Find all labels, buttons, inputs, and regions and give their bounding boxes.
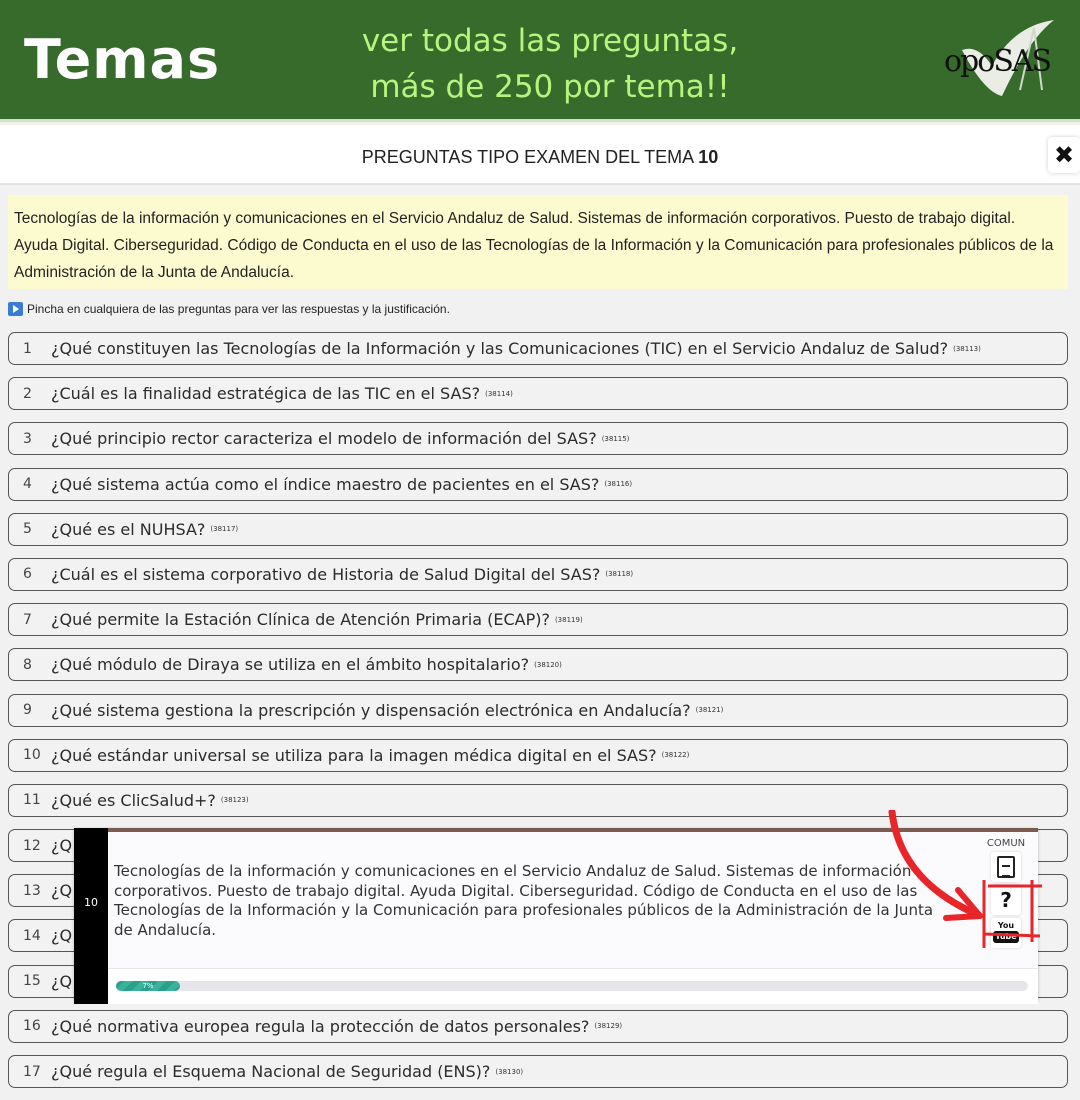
- question-id: (38123): [220, 796, 249, 805]
- question-id: (38122): [661, 751, 690, 760]
- question-item[interactable]: [8, 558, 1068, 591]
- youtube-button[interactable]: [991, 918, 1021, 948]
- question-text: ¿Qué es ClicSalud+?: [51, 790, 216, 810]
- question-number: 14: [23, 927, 41, 944]
- topic-description: Tecnologías de la información y comunicaciones en el Servicio Andaluz de Salud. Sistemas de información corporativos. Puesto de trabajo digital. Ayuda Digital. Ciberseguridad. Código de Conducta en el uso de las Tecnologías de la Información y la Comunicación para profesionales públicos de la Administración de la Junta de Andalucía.: [8, 195, 1068, 289]
- question-number: 13: [23, 882, 41, 899]
- question-text: ¿Qué sistema gestiona la prescripción y dispensación electrónica en Andalucía?: [51, 700, 691, 720]
- progress-fill: 7%: [116, 981, 180, 991]
- question-text: ¿Qué principio rector caracteriza el modelo de información del SAS?: [51, 429, 597, 449]
- question-text: ¿Q: [51, 926, 73, 946]
- question-number: 11: [23, 792, 41, 809]
- question-item[interactable]: [8, 603, 1068, 636]
- question-number: 10: [23, 747, 41, 764]
- popup-topic-badge: [74, 828, 108, 1004]
- popup-tools: [978, 838, 1034, 948]
- question-item[interactable]: [8, 1055, 1068, 1088]
- question-text: ¿Q: [51, 836, 73, 856]
- question-text: ¿Q: [51, 881, 73, 901]
- youtube-icon-top: You: [997, 921, 1015, 930]
- question-text: ¿Qué constituyen las Tecnologías de la Información y las Comunicaciones (TIC) en el Servicio Andaluz de Salud?: [51, 339, 949, 358]
- question-number: 4: [23, 476, 32, 493]
- question-item[interactable]: [8, 332, 1068, 365]
- question-id: (38118): [605, 570, 634, 579]
- modal-title: [0, 147, 1080, 168]
- progress-bar: [116, 981, 1028, 991]
- promo-line-2: más de 250 por tema!!: [370, 69, 730, 105]
- question-id: (38130): [495, 1067, 524, 1076]
- modal-title-prefix: PREGUNTAS TIPO EXAMEN DEL TEMA: [361, 147, 694, 167]
- question-number: 15: [23, 973, 41, 990]
- promo-banner: [0, 0, 1080, 122]
- question-item[interactable]: [8, 377, 1068, 410]
- question-number: 1: [23, 340, 32, 357]
- question-item[interactable]: [8, 739, 1068, 772]
- tools-label: COMUN: [986, 838, 1026, 849]
- question-item[interactable]: [8, 694, 1068, 727]
- modal-title-number: 10: [698, 147, 719, 167]
- question-item[interactable]: [8, 513, 1068, 546]
- question-id: (38115): [601, 434, 630, 443]
- question-text: ¿Qué módulo de Diraya se utiliza en el ámbito hospitalario?: [51, 655, 530, 675]
- document-icon: [997, 856, 1015, 878]
- modal-header: [0, 125, 1080, 185]
- question-number: 5: [23, 521, 32, 538]
- close-button[interactable]: ✖: [1048, 137, 1080, 173]
- question-text: ¿Qué sistema actúa como el índice maestro de pacientes en el SAS?: [51, 474, 600, 494]
- question-id: (38114): [485, 389, 513, 398]
- logo-text: opoSAS: [944, 44, 1051, 79]
- question-id: (38116): [604, 480, 633, 489]
- question-id: (38119): [554, 615, 583, 624]
- document-button[interactable]: [991, 852, 1021, 882]
- question-number: 17: [23, 1063, 41, 1080]
- question-text: ¿Qué es el NUHSA?: [51, 519, 206, 539]
- question-number: 6: [23, 566, 32, 583]
- question-item[interactable]: [8, 422, 1068, 455]
- question-id: (38117): [210, 525, 239, 534]
- banner-title: Temas: [24, 28, 221, 91]
- oposas-logo: [938, 18, 1058, 102]
- question-number: 3: [23, 430, 32, 447]
- question-item[interactable]: [8, 1010, 1068, 1043]
- question-text: ¿Qué normativa europea regula la protección de datos personales?: [51, 1016, 590, 1036]
- banner-promo: [300, 18, 800, 110]
- question-id: (38129): [594, 1022, 623, 1031]
- popup-topic-text: Tecnologías de la información y comunicaciones en el Servicio Andaluz de Salud. Sistemas de información corporativos. Puesto de trabajo digital. Ayuda Digital. Ciberseguridad. Código de Conducta en el uso de las Tecnologías de la Información y la Comunicación para profesionales públicos de la Administración de la Junta de Andalucía.: [114, 862, 934, 939]
- question-text: ¿Qué permite la Estación Clínica de Atención Primaria (ECAP)?: [51, 610, 550, 630]
- topic-popup-card[interactable]: [74, 828, 1038, 1000]
- play-icon: [8, 302, 23, 316]
- question-id: (38120): [534, 660, 562, 669]
- question-mark-icon: ?: [1000, 888, 1012, 912]
- question-number: 12: [23, 837, 41, 854]
- question-number: 16: [23, 1018, 41, 1035]
- popup-topic-number: 10: [84, 896, 98, 909]
- promo-line-1: ver todas las preguntas,: [361, 23, 739, 59]
- question-number: 8: [23, 656, 32, 673]
- question-text: ¿Qué estándar universal se utiliza para la imagen médica digital en el SAS?: [51, 745, 657, 765]
- question-item[interactable]: [8, 648, 1068, 681]
- question-item[interactable]: [8, 784, 1068, 817]
- question-number: 2: [23, 385, 32, 402]
- question-text: ¿Qué regula el Esquema Nacional de Seguridad (ENS)?: [51, 1062, 491, 1081]
- youtube-icon-bottom: Tube: [995, 932, 1017, 941]
- question-item[interactable]: [8, 468, 1068, 501]
- question-text: ¿Q: [51, 971, 73, 991]
- question-text: ¿Cuál es el sistema corporativo de Historia de Salud Digital del SAS?: [51, 564, 601, 584]
- questions-button[interactable]: [991, 885, 1021, 915]
- hint: [8, 302, 450, 316]
- question-id: (38121): [695, 706, 724, 714]
- hint-text: Pincha en cualquiera de las preguntas para ver las respuestas y la justificación.: [27, 302, 450, 316]
- question-number: 9: [23, 702, 32, 718]
- question-number: 7: [23, 611, 32, 628]
- popup-footer: [108, 968, 1038, 1004]
- question-id: (38113): [953, 344, 981, 353]
- question-text: ¿Cuál es la finalidad estratégica de las TIC en el SAS?: [51, 384, 481, 404]
